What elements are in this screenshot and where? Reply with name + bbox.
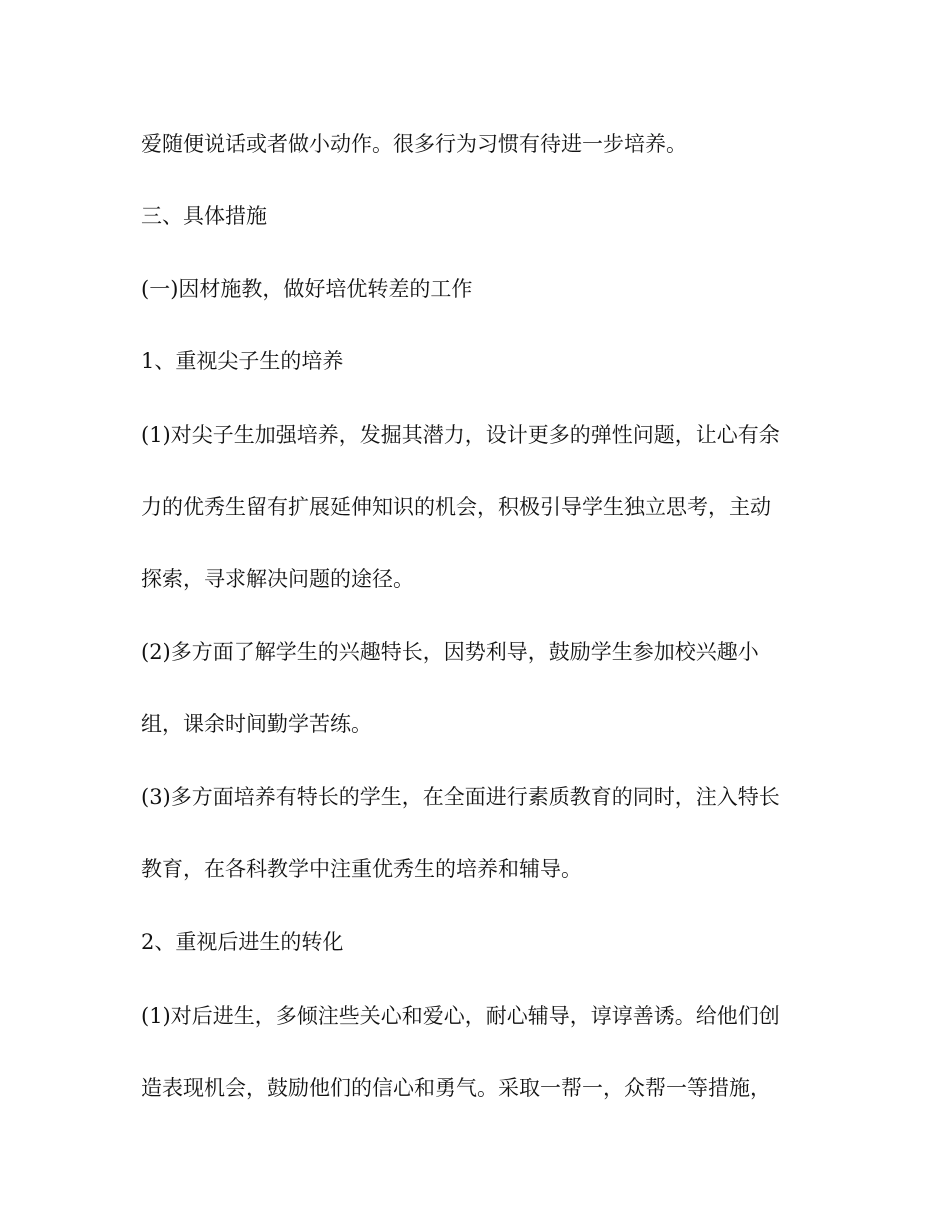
text-line-5: (1)对尖子生加强培养，发掘其潜力，设计更多的弹性问题，让心有余 — [141, 423, 780, 447]
text-line-8: (2)多方面了解学生的兴趣特长，因势利导，鼓励学生参加校兴趣小 — [141, 640, 759, 664]
section-heading-specific-measures: 三、具体措施 — [141, 204, 267, 228]
text-line-6: 力的优秀生留有扩展延伸知识的机会，积极引导学生独立思考，主动 — [141, 495, 771, 519]
text-line-14: 造表现机会，鼓励他们的信心和勇气。采取一帮一，众帮一等措施， — [141, 1076, 771, 1100]
text-line-7: 探索，寻求解决问题的途径。 — [141, 567, 414, 591]
item-heading-struggling-students: 2、重视后进生的转化 — [141, 930, 344, 954]
text-line-13: (1)对后进生，多倾注些关心和爱心，耐心辅导，谆谆善诱。给他们创 — [141, 1004, 780, 1028]
text-line-1: 爱随便说话或者做小动作。很多行为习惯有待进一步培养。 — [141, 132, 687, 156]
item-heading-top-students: 1、重视尖子生的培养 — [141, 349, 344, 373]
text-line-10: (3)多方面培养有特长的学生，在全面进行素质教育的同时，注入特长 — [141, 785, 780, 809]
subsection-heading-teaching: (一)因材施教，做好培优转差的工作 — [141, 277, 473, 301]
text-line-9: 组，课余时间勤学苦练。 — [141, 712, 372, 736]
text-line-11: 教育，在各科教学中注重优秀生的培养和辅导。 — [141, 857, 582, 881]
